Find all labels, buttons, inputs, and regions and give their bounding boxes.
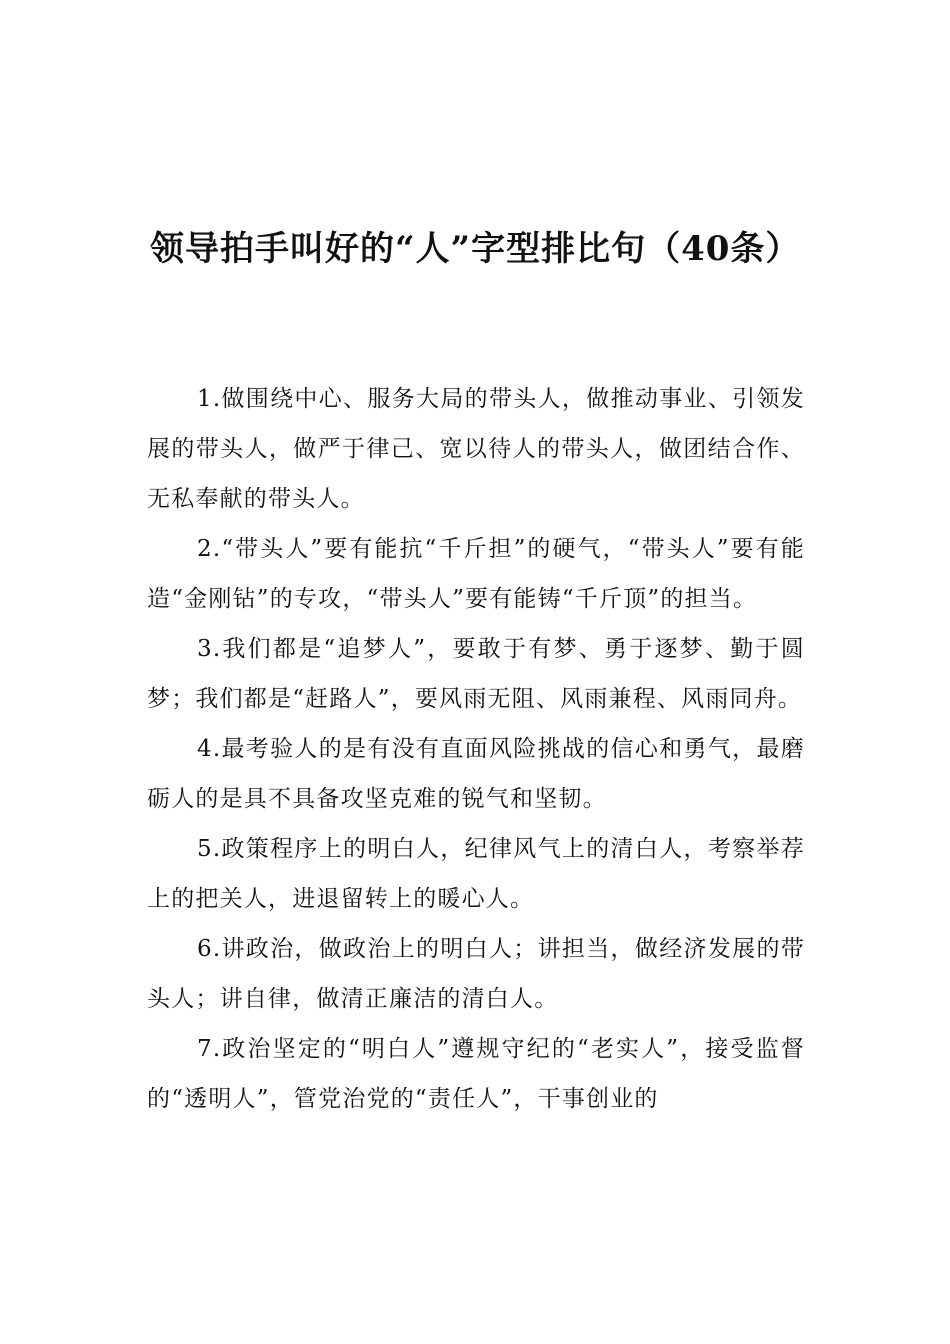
- paragraph-5: 5.政策程序上的明白人，纪律风气上的清白人，考察举荐上的把关人，进退留转上的暖心人。: [147, 836, 805, 912]
- paragraph-2: 2.“带头人”要有能抗“千斤担”的硬气，“带头人”要有能造“金刚钻”的专攻，“带头人”要有能铸“千斤顶”的担当。: [147, 536, 805, 612]
- paragraph-4: 4.最考验人的是有没有直面风险挑战的信心和勇气，最磨砺人的是具不具备攻坚克难的锐气和坚韧。: [147, 736, 805, 812]
- paragraph-3: 3.我们都是“追梦人”，要敢于有梦、勇于逐梦、勤于圆梦；我们都是“赶路人”，要风雨无阻、风雨兼程、风雨同舟。: [147, 636, 805, 712]
- document-title: 领导拍手叫好的“人”字型排比句（40条）: [150, 229, 801, 269]
- paragraph-6: 6.讲政治，做政治上的明白人；讲担当，做经济发展的带头人；讲自律，做清正廉洁的清白人。: [147, 936, 805, 1012]
- paragraph-1: 1.做围绕中心、服务大局的带头人，做推动事业、引领发展的带头人，做严于律己、宽以待人的带头人，做团结合作、无私奉献的带头人。: [147, 386, 805, 512]
- paragraph-7: 7.政治坚定的“明白人”遵规守纪的“老实人”，接受监督的“透明人”，管党治党的“责任人”，干事创业的: [147, 1036, 805, 1112]
- document-body: [147, 374, 805, 1124]
